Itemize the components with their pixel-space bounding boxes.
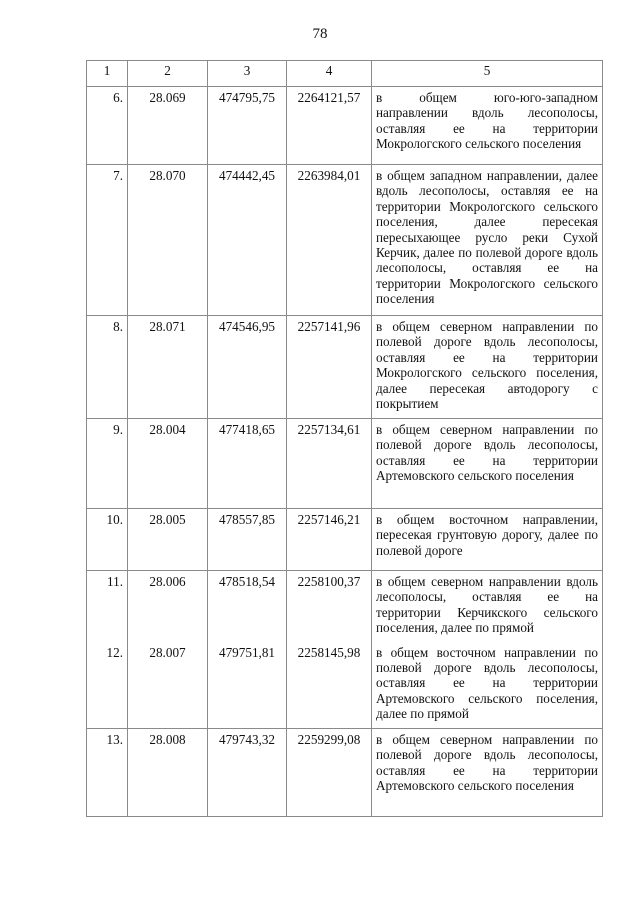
direction-description: в общем северном направлении по полевой дороге вдоль лесополосы, оставляя ее на территории Артемовского сельского поселения <box>372 419 603 509</box>
table-row <box>87 509 603 571</box>
header-col-1: 1 <box>87 61 128 87</box>
point-id: 28.006 <box>128 571 208 642</box>
table-row <box>87 165 603 316</box>
header-col-5: 5 <box>372 61 603 87</box>
row-number: 13. <box>87 729 128 817</box>
header-row <box>87 61 603 87</box>
table-row <box>87 419 603 509</box>
coord-y: 2264121,57 <box>287 87 372 165</box>
coord-y: 2258145,98 <box>287 642 372 729</box>
table-row <box>87 729 603 817</box>
point-id: 28.005 <box>128 509 208 571</box>
row-number: 8. <box>87 316 128 419</box>
page-number: 78 <box>312 26 328 42</box>
coord-x: 477418,65 <box>208 419 287 509</box>
point-id: 28.070 <box>128 165 208 316</box>
point-id: 28.008 <box>128 729 208 817</box>
coord-x: 478557,85 <box>208 509 287 571</box>
row-number: 7. <box>87 165 128 316</box>
coord-x: 474795,75 <box>208 87 287 165</box>
coord-x: 479743,32 <box>208 729 287 817</box>
direction-description: в общем северном направлении по полевой дороге вдоль лесополосы, оставляя ее на территории Мокрологского сельского поселения, далее пересекая автодорогу с покрытием <box>372 316 603 419</box>
table-row <box>87 316 603 419</box>
coord-y: 2257141,96 <box>287 316 372 419</box>
point-id: 28.007 <box>128 642 208 729</box>
row-number: 9. <box>87 419 128 509</box>
row-number: 10. <box>87 509 128 571</box>
table-body <box>87 87 603 817</box>
header-col-4: 4 <box>287 61 372 87</box>
header-col-3: 3 <box>208 61 287 87</box>
coord-x: 474546,95 <box>208 316 287 419</box>
direction-description: в общем восточном направлении, пересекая грунтовую дорогу, далее по полевой дороге <box>372 509 603 571</box>
coord-y: 2263984,01 <box>287 165 372 316</box>
coord-x: 479751,81 <box>208 642 287 729</box>
coord-y: 2258100,37 <box>287 571 372 642</box>
coord-y: 2257134,61 <box>287 419 372 509</box>
direction-description: в общем юго-юго-западном направлении вдоль лесополосы, оставляя ее на территории Мокрологского сельского поселения <box>372 87 603 165</box>
row-number: 11. <box>87 571 128 642</box>
coord-x: 478518,54 <box>208 571 287 642</box>
direction-description: в общем восточном направлении по полевой дороге вдоль лесополосы, оставляя ее на территории Артемовского сельского поселения, далее по прямой <box>372 642 603 729</box>
coord-x: 474442,45 <box>208 165 287 316</box>
table-row <box>87 87 603 165</box>
direction-description: в общем западном направлении, далее вдоль лесополосы, оставляя ее на территории Мокрологского сельского поселения, далее пересекая пересыхающее русло реки Сухой Керчик, далее по полевой дороге вдоль лесополосы, оставляя ее на территории Мокрологского сельского поселения <box>372 165 603 316</box>
row-number: 6. <box>87 87 128 165</box>
header-col-2: 2 <box>128 61 208 87</box>
row-number: 12. <box>87 642 128 729</box>
table-header <box>87 61 603 87</box>
direction-description: в общем северном направлении по полевой дороге вдоль лесополосы, оставляя ее на территории Артемовского сельского поселения <box>372 729 603 817</box>
point-id: 28.071 <box>128 316 208 419</box>
coord-y: 2257146,21 <box>287 509 372 571</box>
point-id: 28.004 <box>128 419 208 509</box>
table-row <box>87 642 603 729</box>
direction-description: в общем северном направлении вдоль лесополосы, оставляя ее на территории Керчикского сельского поселения, далее по прямой <box>372 571 603 642</box>
point-id: 28.069 <box>128 87 208 165</box>
table-row <box>87 571 603 642</box>
coord-y: 2259299,08 <box>287 729 372 817</box>
boundary-points-table <box>86 60 603 817</box>
